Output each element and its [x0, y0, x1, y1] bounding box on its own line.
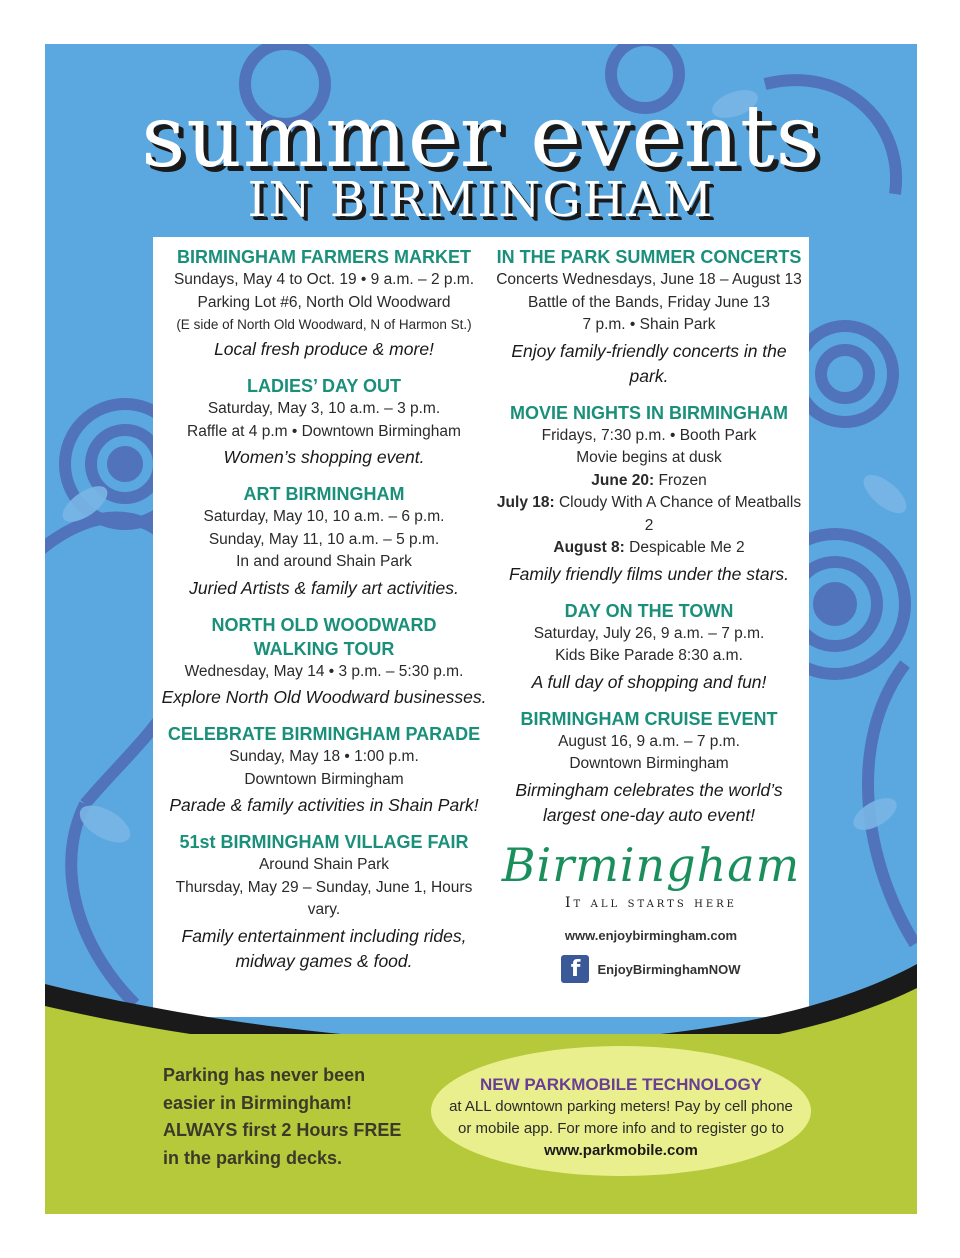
- event-detail: Saturday, May 3, 10 a.m. – 3 p.m.: [207, 400, 441, 417]
- event-detail: Sunday, May 11, 10 a.m. – 5 p.m.: [208, 530, 440, 548]
- event-detail: Concerts Wednesdays, June 18 – August 13: [496, 271, 802, 288]
- movie-date: June 20:: [591, 471, 655, 489]
- movie-listing: [491, 537, 807, 560]
- event-detail: Fridays, 7:30 p.m. • Booth Park: [541, 426, 757, 444]
- event-title: BIRMINGHAM FARMERS MARKET: [177, 247, 471, 267]
- event-detail: August 16, 9 a.m. – 7 p.m.: [558, 732, 740, 750]
- logo-script: Birmingham: [501, 838, 801, 892]
- logo-tagline: It all starts here: [565, 895, 737, 911]
- event-tagline: largest one-day auto event!: [542, 804, 756, 825]
- event-title: NORTH OLD WOODWARD: [211, 614, 437, 635]
- event-detail: Around Shain Park: [258, 856, 390, 873]
- event-ladies-day-out: [159, 374, 489, 470]
- movie-date: August 8:: [553, 539, 625, 556]
- event-title: DAY ON THE TOWN: [564, 600, 734, 621]
- event-movie-nights: [491, 401, 807, 587]
- event-detail: 7 p.m. • Shain Park: [582, 316, 716, 333]
- parkmobile-notice: [431, 1074, 811, 1162]
- parking-notice: [163, 1062, 423, 1172]
- event-tagline: Family friendly films under the stars.: [508, 563, 790, 584]
- event-cruise-event: [491, 707, 807, 828]
- facebook-icon: f: [561, 955, 589, 983]
- movie-listing: [491, 470, 807, 493]
- event-tagline: Local fresh produce & more!: [214, 339, 434, 359]
- event-detail: Parking Lot #6, North Old Woodward: [197, 293, 451, 311]
- parking-line: easier in Birmingham!: [163, 1092, 353, 1113]
- title-summer-events: summer events: [141, 87, 821, 187]
- event-detail: Movie begins at dusk: [576, 449, 722, 466]
- event-tagline: Parade & family activities in Shain Park!: [169, 795, 479, 815]
- event-art-birmingham: [159, 482, 489, 601]
- parking-line: ALWAYS first 2 Hours FREE: [163, 1120, 402, 1140]
- parkmobile-line: at ALL downtown parking meters! Pay by cell phone: [449, 1098, 793, 1115]
- parkmobile-link[interactable]: www.parkmobile.com: [544, 1142, 698, 1159]
- parking-line: in the parking decks.: [163, 1147, 343, 1168]
- event-tagline: Birmingham celebrates the world’s: [515, 779, 783, 800]
- event-title: ART BIRMINGHAM: [243, 484, 405, 504]
- movie-title: Cloudy With A Chance of Meatballs 2: [558, 494, 802, 534]
- event-summer-concerts: [491, 245, 807, 389]
- event-parade: [159, 722, 489, 818]
- event-title: MOVIE NIGHTS IN BIRMINGHAM: [510, 402, 788, 423]
- event-detail: Downtown Birmingham: [244, 770, 404, 788]
- movie-date: July 18:: [496, 494, 555, 511]
- event-detail: Sunday, May 18 • 1:00 p.m.: [229, 748, 419, 765]
- title-in-birmingham: IN BIRMINGHAM: [247, 172, 715, 228]
- events-panel: [153, 237, 809, 1017]
- events-right-column: [491, 245, 807, 840]
- event-detail: Kids Bike Parade 8:30 a.m.: [555, 647, 743, 664]
- event-detail: In and around Shain Park: [236, 553, 412, 570]
- events-left-column: [159, 245, 489, 986]
- movie-title: Frozen: [658, 471, 707, 489]
- event-tagline: Explore North Old Woodward businesses.: [161, 687, 487, 707]
- event-walking-tour: [159, 613, 489, 711]
- event-title: IN THE PARK SUMMER CONCERTS: [496, 247, 802, 267]
- event-title: LADIES’ DAY OUT: [246, 376, 402, 396]
- event-tagline: Family entertainment including rides,: [181, 925, 467, 946]
- parkmobile-title: NEW PARKMOBILE TECHNOLOGY: [479, 1075, 763, 1094]
- event-detail: Downtown Birmingham: [569, 755, 729, 772]
- event-title: 51st BIRMINGHAM VILLAGE FAIR: [179, 832, 469, 852]
- parking-line: Parking has never been: [163, 1065, 366, 1085]
- event-farmers-market: [159, 245, 489, 362]
- event-day-on-the-town: [491, 599, 807, 695]
- event-detail: Saturday, May 10, 10 a.m. – 6 p.m.: [203, 508, 445, 525]
- parkmobile-line: or mobile app. For more info and to register go to: [457, 1120, 784, 1137]
- flyer: [45, 44, 917, 1214]
- event-tagline: Enjoy family-friendly concerts in the park.: [511, 340, 787, 386]
- event-detail: Sundays, May 4 to Oct. 19 • 9 a.m. – 2 p.m.: [173, 271, 475, 288]
- facebook-handle: EnjoyBirminghamNOW: [597, 961, 741, 977]
- event-detail: Thursday, May 29 – Sunday, June 1, Hours vary.: [175, 878, 473, 918]
- event-tagline: Juried Artists & family art activities.: [189, 577, 459, 598]
- event-detail: (E side of North Old Woodward, N of Harmon St.): [176, 317, 472, 332]
- event-title: CELEBRATE BIRMINGHAM PARADE: [167, 724, 481, 744]
- event-tagline: midway games & food.: [235, 950, 413, 971]
- event-tagline: Women’s shopping event.: [223, 447, 425, 467]
- movie-listing: [491, 492, 807, 537]
- event-detail: Wednesday, May 14 • 3 p.m. – 5:30 p.m.: [184, 662, 464, 680]
- event-title: WALKING TOUR: [253, 638, 395, 659]
- event-detail: Battle of the Bands, Friday June 13: [527, 293, 771, 311]
- event-detail: Saturday, July 26, 9 a.m. – 7 p.m.: [533, 624, 765, 642]
- movie-title: Despicable Me 2: [629, 539, 745, 556]
- event-title: BIRMINGHAM CRUISE EVENT: [520, 708, 778, 729]
- event-detail: Raffle at 4 p.m • Downtown Birmingham: [187, 422, 461, 440]
- event-tagline: A full day of shopping and fun!: [531, 671, 767, 692]
- website-link[interactable]: www.enjoybirmingham.com: [564, 928, 738, 943]
